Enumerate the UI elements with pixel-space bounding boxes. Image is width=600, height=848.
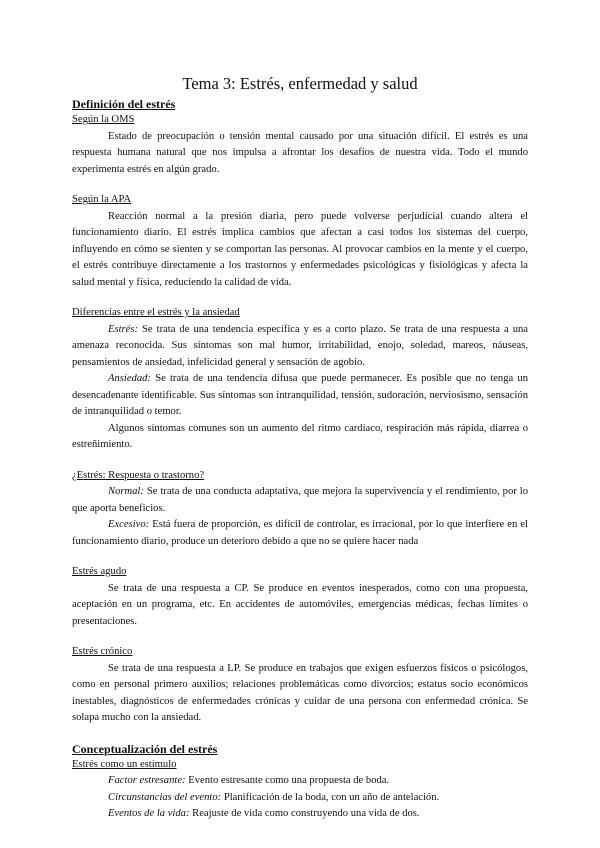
subheading-respuesta-trastorno: ¿Estrés: Respuesta o trastorno?: [72, 469, 205, 481]
subheading-apa: Según la APA: [72, 194, 132, 205]
paragraph-sintomas-comunes: Algunos síntomas comunes son un aumento del ritmo cardíaco, respiración más rápida, diarrea o estreñimiento.: [72, 422, 528, 450]
paragraph-excesivo: [72, 517, 528, 550]
list-item: [72, 773, 528, 790]
paragraph-ansiedad: [72, 371, 528, 421]
label-ansiedad: Ansiedad:: [108, 373, 151, 384]
subheading-estres-agudo: Estrés agudo: [72, 566, 127, 577]
subheading-diferencias: Diferencias entre el estrés y la ansiedad: [72, 307, 240, 318]
text-ansiedad: Se trata de una tendencia difusa que puede permanecer. Es posible que no tenga un desencadenante identificable. Sus síntomas son intranquilidad, tensión, sudoración, nerviosismo, sensación de intranquilidad o temor.: [72, 373, 528, 417]
label-excesivo: Excesivo:: [108, 519, 150, 530]
item-text: Reajuste de vida como construyendo una vida de dos.: [192, 808, 420, 819]
item-label: Factor estresante:: [108, 775, 186, 786]
item-text: Evento estresante como una propuesta de boda.: [188, 775, 390, 786]
item-label: Eventos de la vida:: [108, 808, 190, 819]
label-normal: Normal:: [108, 486, 144, 497]
item-text: Planificación de la boda, con un año de antelación.: [223, 791, 440, 803]
paragraph-oms: Estado de preocupación o tensión mental causado por una situación difícil. El estrés es una respuesta humana natural que nos impulsa a afrontar los desafíos de nuestra vida. Todo el mundo experimenta estrés en algún grado.: [72, 130, 528, 175]
paragraph-apa: Reacción normal a la presión diaria, pero puede volverse perjudicial cuando altera el funcionamiento diario. El estrés implica cambios que afectan a casi todos los sistemas del cuerpo, influyendo en cómo se sienten y se comportan las personas. Al provocar cambios en la mente y el cuerpo, el estrés contribuye directamente a los trastornos y enfermedades psicológicas y fisiológicas y afecta la salud mental y física, reduciendo la calidad de vida.: [72, 210, 528, 288]
subheading-estres-cronico: Estrés crónico: [72, 646, 133, 657]
paragraph-estres-agudo: Se trata de una respuesta a CP. Se produce en eventos inesperados, como con una propuesta, aceptación en un programa, etc. En accidentes de automóviles, emergencias médicas, fechas límites o presentaciones.: [72, 582, 528, 627]
item-label: Circunstancias del evento:: [108, 791, 222, 803]
page-title: Tema 3: Estrés, enfermedad y salud: [182, 74, 418, 93]
subheading-oms: Según la OMS: [72, 114, 135, 125]
label-estres: Estrés:: [108, 323, 139, 335]
section-heading-conceptualizacion: Conceptualización del estrés: [72, 741, 218, 756]
paragraph-normal: [72, 484, 528, 517]
paragraph-estres-cronico: Se trata de una respuesta a LP. Se produce en trabajos que exigen esfuerzos físicos o psicólogos, como en personal primero auxilios; relaciones problemáticas como divorcios; estatus socio económicos inestables, diagnósticos de enfermedades crónicas y cuidar de una persona con enfermedad crónica. Se solapa mucho con la ansiedad.: [72, 662, 528, 723]
text-estres: Se trata de una tendencia específica y es a corto plazo. Se trata de una respuesta a una amenaza reconocida. Sus síntomas son mal humor, irritabilidad, enojo, soledad, mareos, náuseas, pensamientos de ansiedad, infelicidad general y sensación de agobio.: [72, 323, 528, 368]
text-excesivo: Está fuera de proporción, es difícil de controlar, es irracional, por lo que interfiere en el funcionamiento diario, produce un deterioro debido a que no se quiere hacer nada: [72, 519, 528, 547]
list-item: [72, 806, 528, 823]
list-item: [72, 790, 528, 807]
subheading-estimulo: Estrés como un estímulo: [72, 758, 177, 770]
paragraph-estres: [72, 322, 528, 372]
text-normal: Se trata de una conducta adaptativa, que mejora la supervivencia y el rendimiento, por lo que aporta beneficios.: [72, 486, 528, 514]
section-heading-definicion: Definición del estrés: [72, 97, 176, 111]
